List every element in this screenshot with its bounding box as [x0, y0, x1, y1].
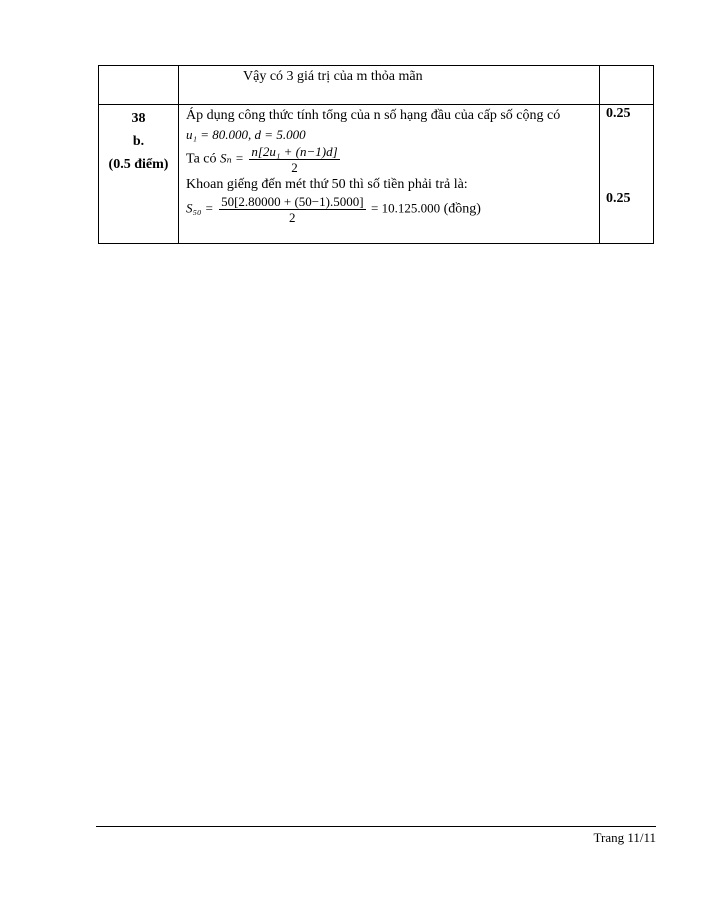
sum-formula	[186, 144, 595, 175]
calc-lhs: S₅₀ =	[186, 200, 214, 216]
content-cell	[179, 66, 600, 105]
content-cell	[179, 105, 600, 244]
calc-fraction	[219, 194, 365, 225]
calc-result: = 10.125.000	[371, 200, 441, 216]
formula-denominator: 2	[291, 160, 298, 175]
question-points: (0.5 điểm)	[108, 157, 169, 172]
score-value: 0.25	[606, 106, 631, 121]
index-cell	[99, 105, 179, 244]
calc-intro: Khoan giếng đến mét thứ 50 thì số tiền phải trả là:	[186, 177, 468, 192]
formula-numerator: n[2u₁ + (n−1)d]	[251, 144, 338, 159]
table-row	[99, 66, 654, 105]
formula-lhs: Sₙ =	[220, 150, 244, 166]
calc-numerator: 50[2.80000 + (50−1).5000]	[221, 194, 364, 209]
answer-table	[98, 65, 654, 244]
conclusion-text: Vậy có 3 giá trị của m thỏa mãn	[243, 69, 423, 84]
table-row	[99, 105, 654, 244]
score-cell	[600, 105, 654, 244]
instruction-text: Áp dụng công thức tính tổng của n số hạng đầu của cấp số cộng có	[186, 108, 561, 123]
calc-unit: (đồng)	[443, 201, 481, 217]
score-value: 0.25	[606, 191, 631, 206]
calc-denominator: 2	[289, 210, 296, 225]
given-values: u₁ = 80.000, d = 5.000	[186, 127, 306, 142]
question-number: 38	[131, 111, 146, 126]
calc-formula	[186, 194, 595, 225]
index-cell	[99, 66, 179, 105]
formula-intro: Ta có	[186, 151, 217, 167]
question-part: b.	[132, 134, 145, 149]
page-number: Trang 11/11	[593, 830, 656, 845]
footer-divider	[96, 826, 656, 827]
score-cell	[600, 66, 654, 105]
formula-fraction	[249, 144, 339, 175]
